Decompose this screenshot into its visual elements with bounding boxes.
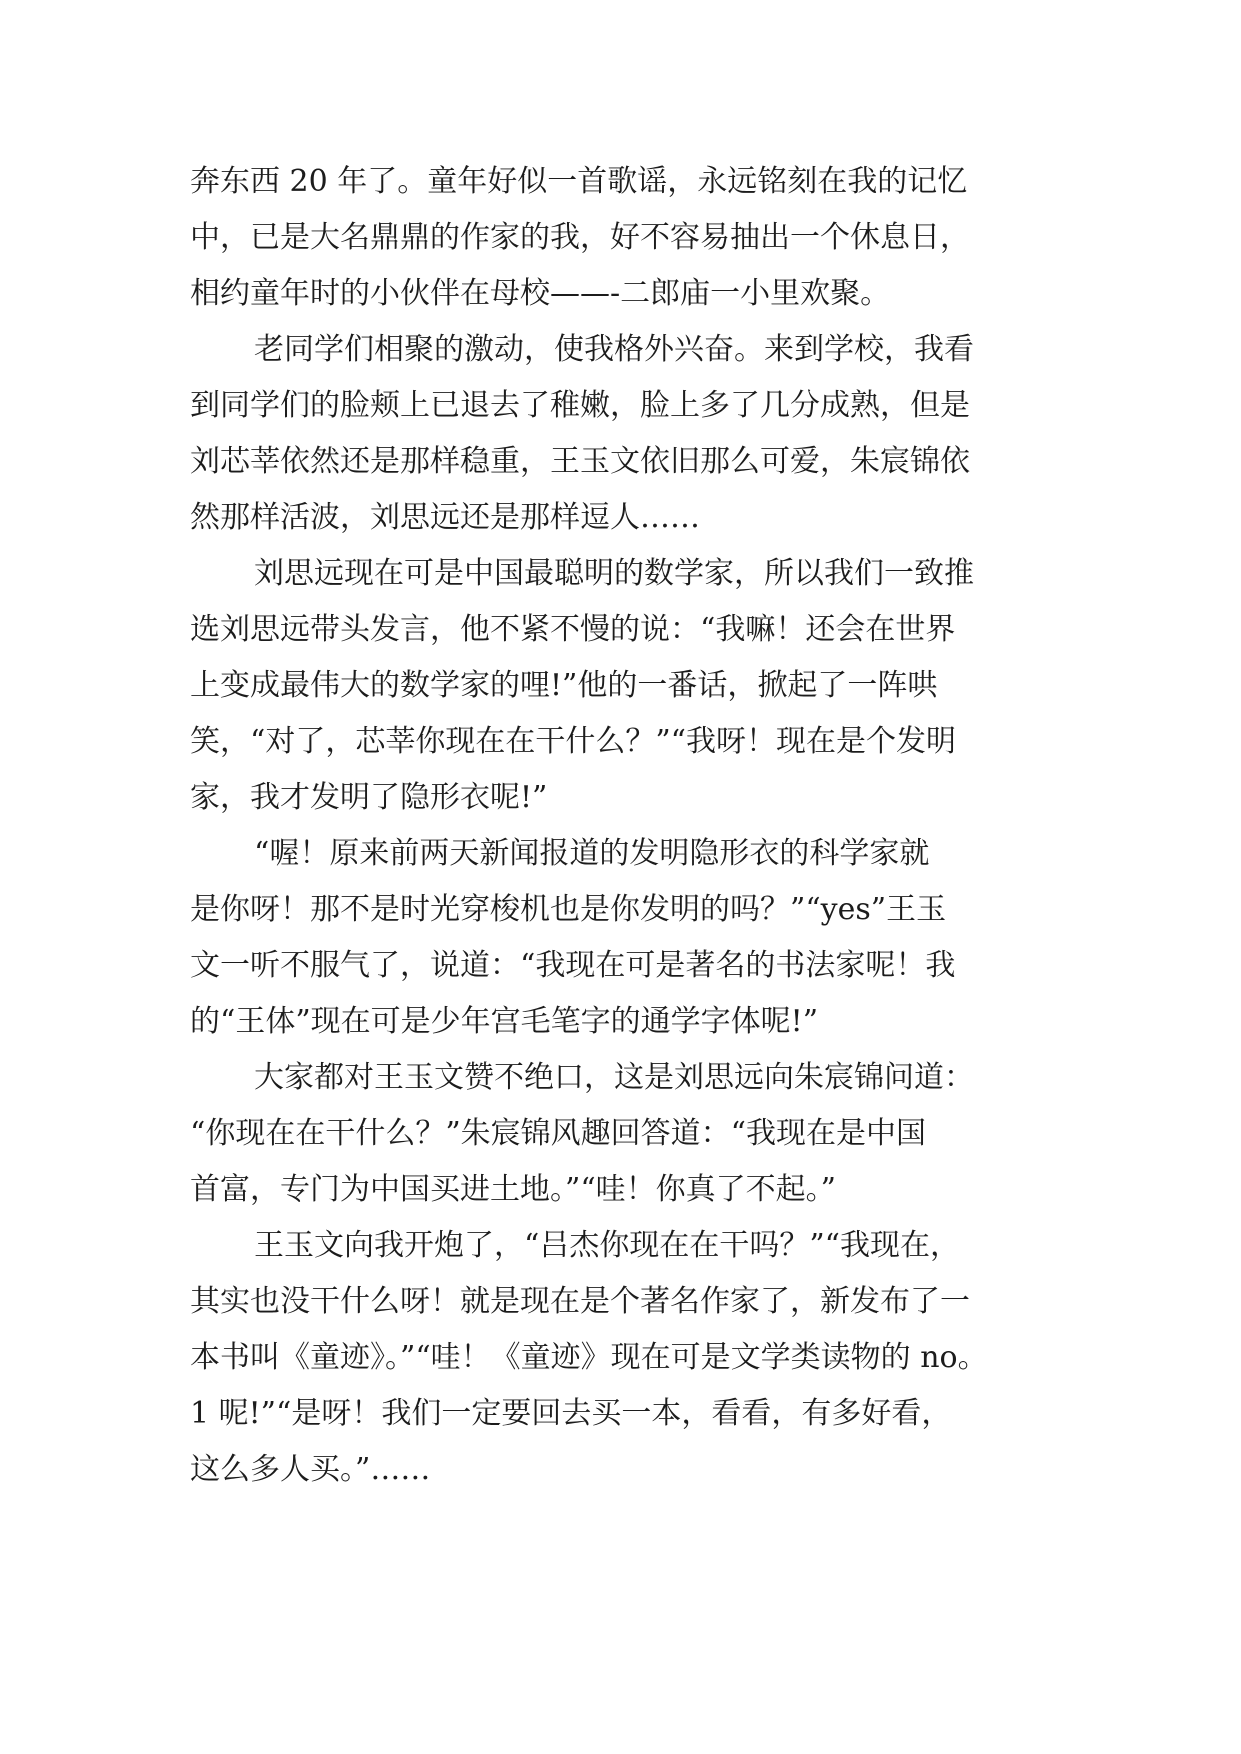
- text-line: 的“王体”现在可是少年宫毛笔字的通学字体呢!”: [190, 1004, 819, 1039]
- text-line: 刘芯莘依然还是那样稳重，王玉文依旧那么可爱，朱宸锦依: [190, 444, 970, 479]
- text-line: 其实也没干什么呀！就是现在是个著名作家了，新发布了一: [190, 1284, 970, 1319]
- text-line: 奔东西 20 年了。童年好似一首歌谣，永远铭刻在我的记忆: [190, 164, 968, 199]
- text-line: “你现在在干什么？”朱宸锦风趣回答道：“我现在是中国: [190, 1116, 927, 1151]
- text-line: 本书叫《童迹》。”“哇！《童迹》现在可是文学类读物的 no。: [190, 1340, 988, 1375]
- paragraph-first-line: 王玉文向我开炮了，“吕杰你现在在干吗？”“我现在，: [254, 1228, 961, 1263]
- paragraph-first-line: 大家都对王玉文赞不绝口，这是刘思远向朱宸锦问道：: [254, 1060, 974, 1095]
- text-line: 家，我才发明了隐形衣呢!”: [190, 780, 548, 815]
- text-line: 首富，专门为中国买进土地。”“哇！你真了不起。”: [190, 1172, 837, 1207]
- text-line: 上变成最伟大的数学家的哩!”他的一番话，掀起了一阵哄: [190, 668, 938, 703]
- text-line: 到同学们的脸颊上已退去了稚嫩，脸上多了几分成熟，但是: [190, 388, 970, 423]
- text-line: 是你呀！那不是时光穿梭机也是你发明的吗？”“yes”王玉: [190, 892, 947, 927]
- paragraph-first-line: 刘思远现在可是中国最聪明的数学家，所以我们一致推: [254, 556, 974, 591]
- text-line: 中，已是大名鼎鼎的作家的我，好不容易抽出一个休息日，: [190, 220, 970, 255]
- text-line: 选刘思远带头发言，他不紧不慢的说：“我嘛！还会在世界: [190, 612, 956, 647]
- text-line: 1 呢!”“是呀！我们一定要回去买一本，看看，有多好看，: [190, 1396, 952, 1431]
- text-line: 这么多人买。”……: [190, 1452, 431, 1487]
- text-line: 文一听不服气了，说道：“我现在可是著名的书法家呢！我: [190, 948, 956, 983]
- paragraph-first-line: 老同学们相聚的激动，使我格外兴奋。来到学校，我看: [254, 332, 974, 367]
- paragraph-first-line: “喔！原来前两天新闻报道的发明隐形衣的科学家就: [254, 836, 930, 871]
- text-line: 相约童年时的小伙伴在母校——-二郎庙一小里欢聚。: [190, 276, 891, 311]
- text-line: 然那样活波，刘思远还是那样逗人……: [190, 500, 700, 535]
- text-line: 笑，“对了，芯莘你现在在干什么？”“我呀！现在是个发明: [190, 724, 957, 759]
